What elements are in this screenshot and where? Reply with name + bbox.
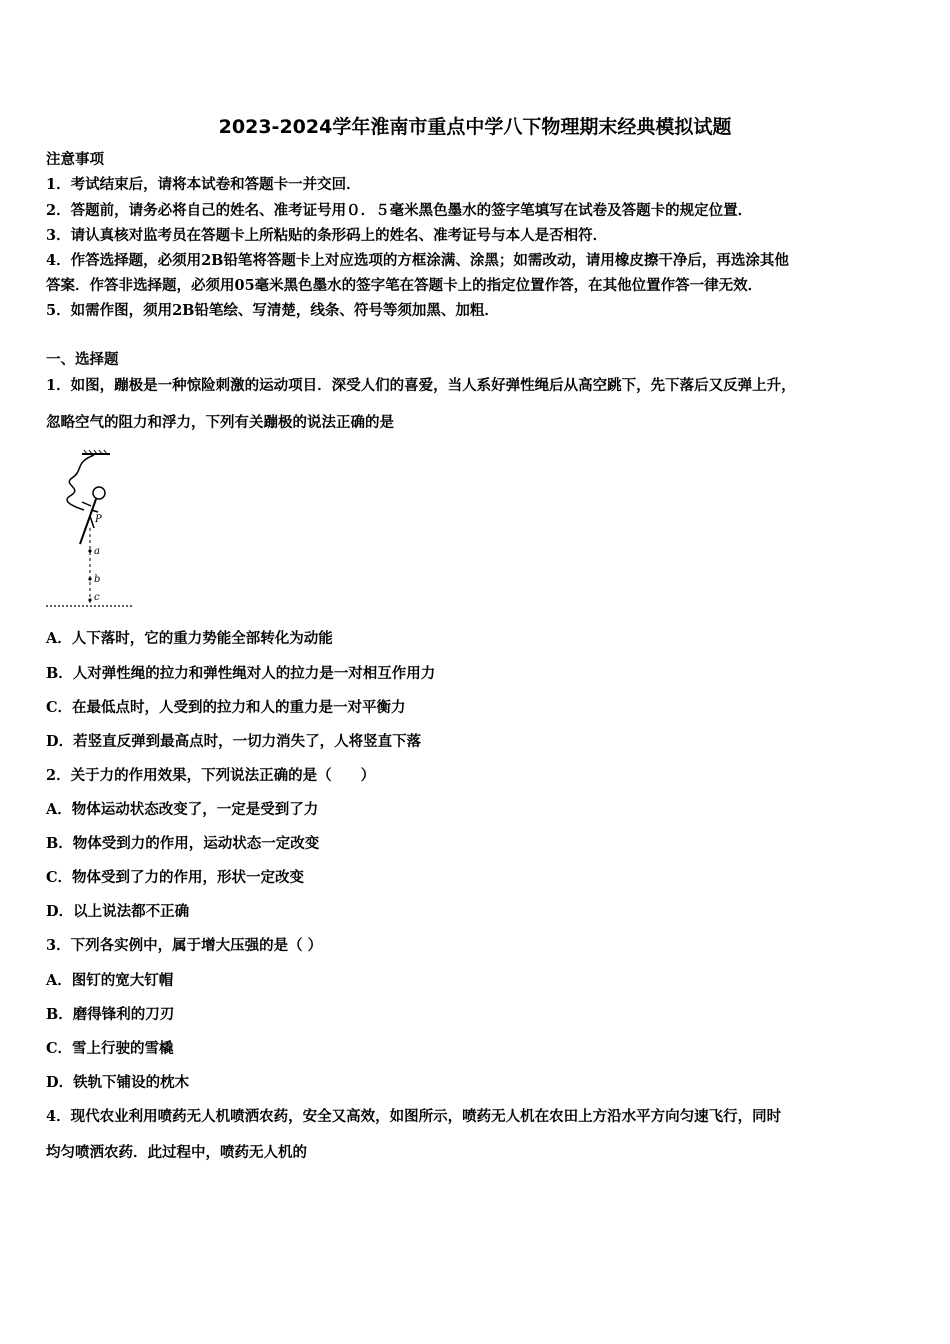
q1-option-d: D．若竖直反弹到最高点时，一切力消失了，人将竖直下落 — [46, 733, 422, 750]
q3-option-c: C．雪上行驶的雪橇 — [46, 1040, 174, 1057]
q2-option-b: B．物体受到力的作用，运动状态一定改变 — [46, 835, 320, 852]
notice-item: 4．作答选择题，必须用2B铅笔将答题卡上对应选项的方框涂满、涂黑；如需改动，请用橡皮擦干净后，再选涂其他 — [46, 252, 789, 269]
q1-option-a: A．人下落时，它的重力势能全部转化为动能 — [46, 630, 333, 647]
question-4-stem-cont: 均匀喷洒农药．此过程中，喷药无人机的 — [46, 1144, 307, 1161]
q2-option-c: C．物体受到了力的作用，形状一定改变 — [46, 869, 305, 886]
label-c: c — [94, 592, 100, 603]
notice-item: 答案．作答非选择题，必须用05毫米黑色墨水的签字笔在答题卡上的指定位置作答，在其他位置作答一律无效． — [46, 277, 763, 294]
label-p: P — [95, 514, 102, 525]
bungee-figure — [44, 448, 136, 612]
notice-item: 3．请认真核对监考员在答题卡上所粘贴的条形码上的姓名、准考证号与本人是否相符． — [46, 227, 608, 244]
question-4-stem: 4．现代农业利用喷药无人机喷洒农药，安全又高效，如图所示，喷药无人机在农田上方沿水平方向匀速飞行，同时 — [46, 1108, 782, 1125]
q1-option-c: C．在最低点时，人受到的拉力和人的重力是一对平衡力 — [46, 699, 406, 716]
page-title: 2023-2024学年淮南市重点中学八下物理期末经典模拟试题 — [218, 116, 732, 138]
notice-item: 1．考试结束后，请将本试卷和答题卡一并交回． — [46, 176, 361, 193]
q3-option-a: A．图钉的宽大钉帽 — [46, 972, 174, 989]
question-2-stem: 2．关于力的作用效果，下列说法正确的是（ ） — [46, 767, 376, 784]
section-heading: 一、选择题 — [46, 351, 119, 368]
q1-option-b: B．人对弹性绳的拉力和弹性绳对人的拉力是一对相互作用力 — [46, 665, 436, 682]
q3-option-b: B．磨得锋利的刀刃 — [46, 1006, 175, 1023]
question-1-stem: 1．如图，蹦极是一种惊险刺激的运动项目．深受人们的喜爱，当人系好弹性绳后从高空跳下，先下落后又反弹上升， — [46, 377, 796, 394]
q2-option-d: D．以上说法都不正确 — [46, 903, 190, 920]
label-b: b — [94, 574, 101, 585]
notice-item: 5．如需作图，须用2B铅笔绘、写清楚，线条、符号等须加黑、加粗． — [46, 302, 499, 319]
label-a: a — [94, 546, 100, 557]
q3-option-d: D．铁轨下铺设的枕木 — [46, 1074, 190, 1091]
notice-heading: 注意事项 — [46, 151, 104, 168]
notice-item: 2．答题前，请务必将自己的姓名、准考证号用０．５毫米黑色墨水的签字笔填写在试卷及答题卡的规定位置． — [46, 202, 753, 219]
question-3-stem: 3．下列各实例中，属于增大压强的是（ ） — [46, 937, 323, 954]
q2-option-a: A．物体运动状态改变了，一定是受到了力 — [46, 801, 319, 818]
question-1-stem-cont: 忽略空气的阻力和浮力，下列有关蹦极的说法正确的是 — [46, 414, 394, 431]
